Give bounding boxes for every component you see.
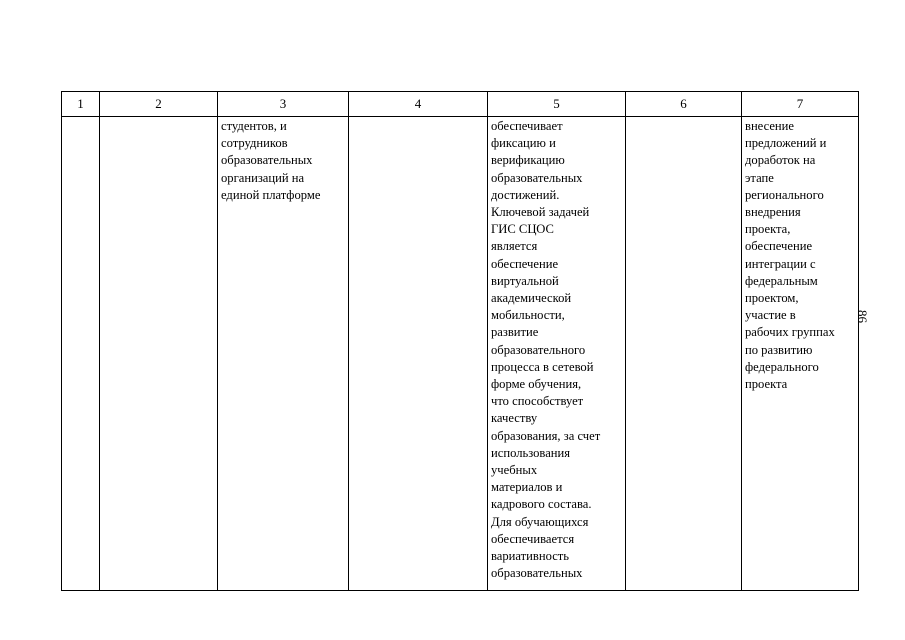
cell-col6 (626, 117, 742, 591)
cell-col2 (100, 117, 218, 591)
cell-col7: внесение предложений и доработок на этапе регионального внедрения проекта, обеспечение интеграции с федеральным проектом, участие в рабочих группах по развитию федерального проекта (742, 117, 859, 591)
column-header-1: 1 (62, 92, 100, 117)
table-row (62, 117, 859, 591)
cell-col4 (349, 117, 488, 591)
column-header-3: 3 (218, 92, 349, 117)
document-table (61, 91, 859, 591)
column-header-4: 4 (349, 92, 488, 117)
cell-col3: студентов, и сотрудников образовательных организаций на единой платформе (218, 117, 349, 591)
column-header-2: 2 (100, 92, 218, 117)
table-header-row (62, 92, 859, 117)
column-header-6: 6 (626, 92, 742, 117)
page-number: 86 (855, 310, 870, 323)
column-header-5: 5 (488, 92, 626, 117)
column-header-7: 7 (742, 92, 859, 117)
cell-col1 (62, 117, 100, 591)
cell-col5: обеспечивает фиксацию и верификацию образовательных достижений. Ключевой задачей ГИС СЦОС является обеспечение виртуальной академической мобильности, развитие образовательного процесса в сетевой форме обучения, что способствует качеству образования, за счет использования учебных материалов и кадрового состава. Для обучающихся обеспечивается вариативность образовательных (488, 117, 626, 591)
